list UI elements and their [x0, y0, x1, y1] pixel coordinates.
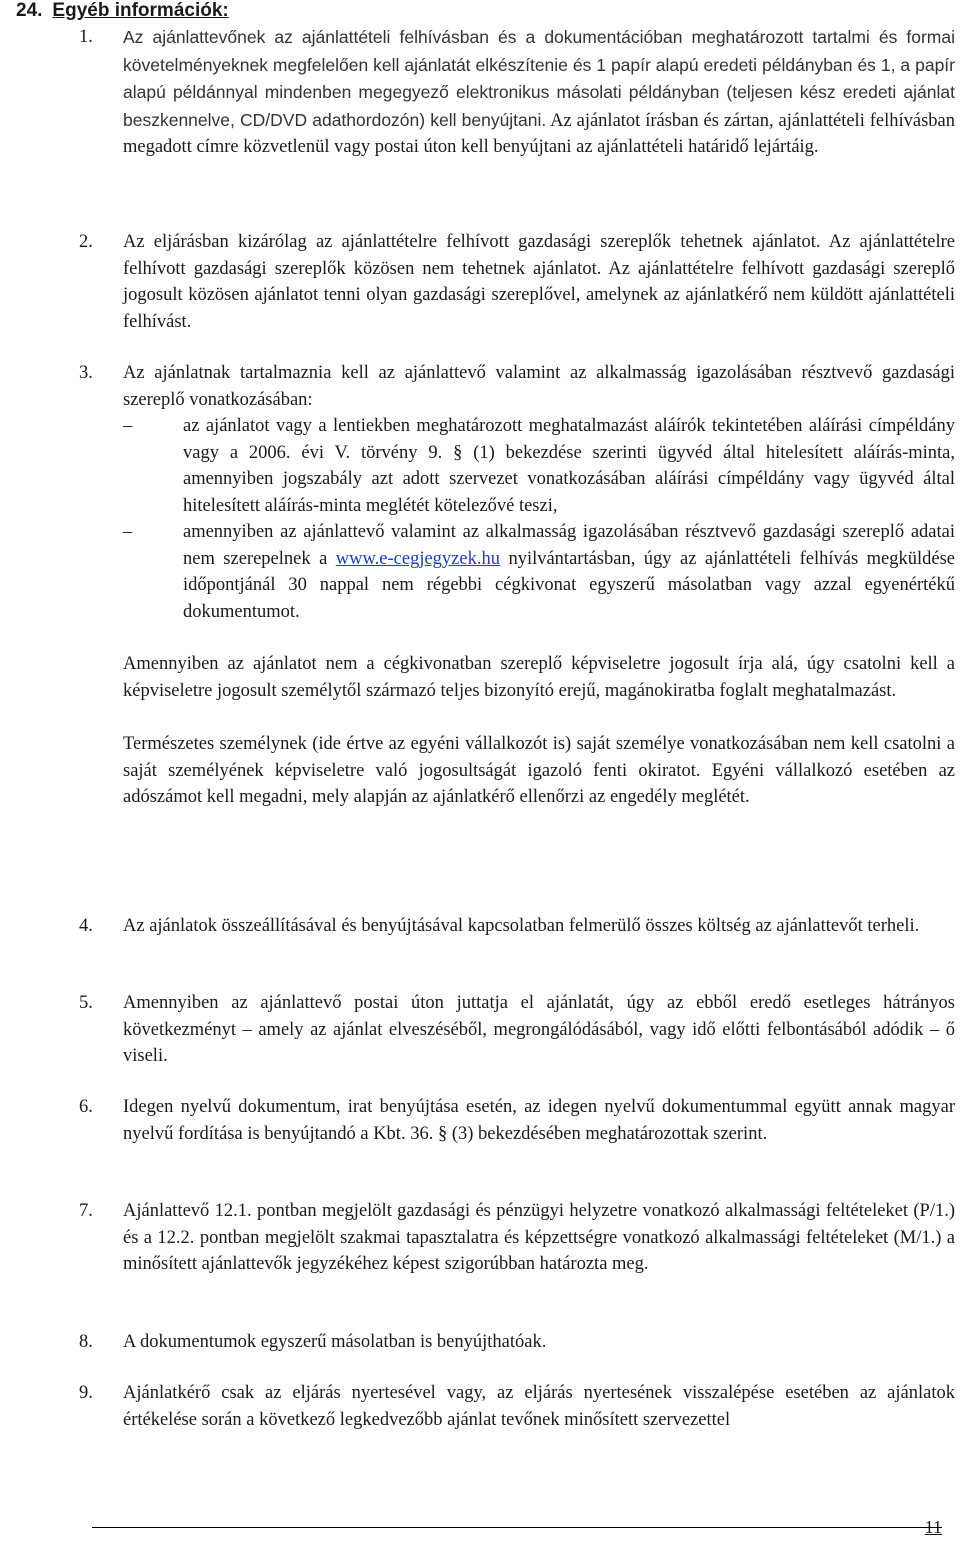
item-number: 7. — [79, 1201, 93, 1221]
page-number: 11 — [924, 1517, 942, 1537]
bullet-item — [123, 413, 955, 519]
bullet-text-post: nyilvántartásban, úgy az ajánlattételi felhívás megküldése időpontjánál 30 nappal nem régebbi cégkivonat egyszerű másolatban vagy azzal egyenértékű dokumentumot. — [183, 548, 956, 622]
list-item-6 — [0, 1094, 960, 1147]
section-title: Egyéb információk: — [52, 0, 229, 21]
list-item-4 — [0, 913, 960, 940]
section-heading — [16, 0, 229, 22]
list-item-1 — [0, 24, 960, 161]
item-text: Amennyiben az ajánlattevő postai úton juttatja el ajánlatát, úgy az ebből eredő esetleges hátrányos következményt – amely az ajánlat elveszéséből, megrongálódásából, vagy idő előtti felbontásából adódik – ő viseli. — [123, 993, 955, 1066]
registry-link[interactable]: www.e-cegjegyzek.hu — [335, 548, 500, 569]
item-paragraph: Természetes személynek (ide értve az egyéni vállalkozót is) saját személye vonatkozásában nem kell csatolni a saját személyének képviseletre való jogosultságát igazoló fenti okiratot. Egyéni vállalkozó esetében az adószámot kell megadni, mely alapján az ajánlatkérő ellenőrzi az engedély meglétét. — [123, 734, 955, 807]
item-text: Az eljárásban kizárólag az ajánlattételre felhívott gazdasági szereplők tehetnek ajánlatot. Az ajánlattételre felhívott gazdasági szereplők közösen nem tehetnek ajánlatot. Az ajánlattételre felhívott gazdasági szereplő jogosult közösen ajánlatot tenni olyan gazdasági szereplővel, amelynek az ajánlatkérő nem küldött ajánlattételi felhívást. — [123, 232, 955, 332]
list-item-2 — [0, 229, 960, 335]
item-number: 1. — [79, 27, 93, 47]
list-item-9 — [0, 1380, 960, 1433]
item-text: Ajánlattevő 12.1. pontban megjelölt gazdasági és pénzügyi helyzetre vonatkozó alkalmassági feltételeket (P/1.) és a 12.2. pontban megjelölt szakmai tapasztalatra és képzettségre vonatkozó alkalmassági feltételeket (M/1.) a minősített ajánlattevők jegyzékéhez képest szigorúbban határozta meg. — [123, 1201, 955, 1274]
item-content — [123, 360, 955, 811]
bullet-text: az ajánlatot vagy a lentiekben meghatározott meghatalmazást aláírók tekintetében aláírási címpéldány vagy a 2006. évi V. törvény 9. § (1) bekezdése szerinti ügyvéd által hitelesített aláírás-minta, amennyiben jogszabály azt adott szervezet vonatkozásában aláírási címpéldány vagy ügyvéd által hitelesített aláírás-minta meglétét kötelezővé teszi, — [183, 416, 955, 516]
item-text: A dokumentumok egyszerű másolatban is benyújthatóak. — [123, 1332, 547, 1352]
item-text — [123, 24, 955, 161]
item-text: Ajánlatkérő csak az eljárás nyertesével vagy, az eljárás nyertesének visszalépése esetében az ajánlatok értékelése során a következő legkedvezőbb ajánlat tevőnek minősített szervezettel — [123, 1383, 955, 1430]
item-text-part-b: Az ajánlatot írásban és zártan, ajánlattételi felhívásban megadott címre közvetlenül vagy postai úton kell benyújtani az ajánlattételi határidő lejártáig. — [123, 110, 955, 157]
list-item-8 — [0, 1329, 960, 1356]
item-paragraph: Amennyiben az ajánlatot nem a cégkivonatban szereplő képviseletre jogosult írja alá, úgy csatolni kell a képviseletre jogosult személytől származó teljes bizonyító erejű, magánokiratba foglalt meghatalmazást. — [123, 654, 955, 701]
item-number: 6. — [79, 1097, 93, 1117]
dash-bullet: – — [123, 522, 133, 542]
list-item-7 — [0, 1198, 960, 1278]
item-number: 5. — [79, 993, 93, 1013]
bullet-list — [123, 413, 955, 625]
bullet-item — [123, 519, 955, 625]
item-number: 4. — [79, 916, 93, 936]
item-text: Idegen nyelvű dokumentum, irat benyújtása esetén, az idegen nyelvű dokumentummal együtt annak magyar nyelvű fordítása is benyújtandó a Kbt. 36. § (3) bekezdésében meghatározottak szerint. — [123, 1097, 955, 1144]
list-item-3 — [0, 360, 960, 811]
item-number: 3. — [79, 363, 93, 383]
bullet-text-pre: amennyiben az ajánlattevő valamint az alkalmasság igazolásában résztvevő gazdasági szereplő adatai nem szerepelnek a — [183, 522, 955, 569]
list-item-5 — [0, 990, 960, 1070]
item-text: Az ajánlatok összeállításával és benyújtásával kapcsolatban felmerülő összes költség az ajánlattevőt terheli. — [123, 916, 920, 936]
item-text-part-a: Az ajánlattevőnek az ajánlattételi felhívásban és a dokumentációban meghatározott tartalmi és formai követelményeknek megfelelően kell ajánlatát elkészítenie és 1 papír alapú eredeti példányban és 1, a papír alapú példánnyal mindenben megegyező elektronikus másolati példányban (teljesen kész eredeti ajánlat beszkennelve, CD/DVD adathordozón) kell benyújtani. — [123, 27, 955, 130]
item-number: 8. — [79, 1332, 93, 1352]
item-intro: Az ajánlatnak tartalmaznia kell az ajánlattevő valamint az alkalmasság igazolásában résztvevő gazdasági szereplő vonatkozásában: — [123, 363, 955, 410]
item-number: 2. — [79, 232, 93, 252]
dash-bullet: – — [123, 416, 133, 436]
item-number: 9. — [79, 1383, 93, 1403]
footer-rule — [92, 1527, 942, 1528]
section-number: 24. — [16, 0, 43, 21]
